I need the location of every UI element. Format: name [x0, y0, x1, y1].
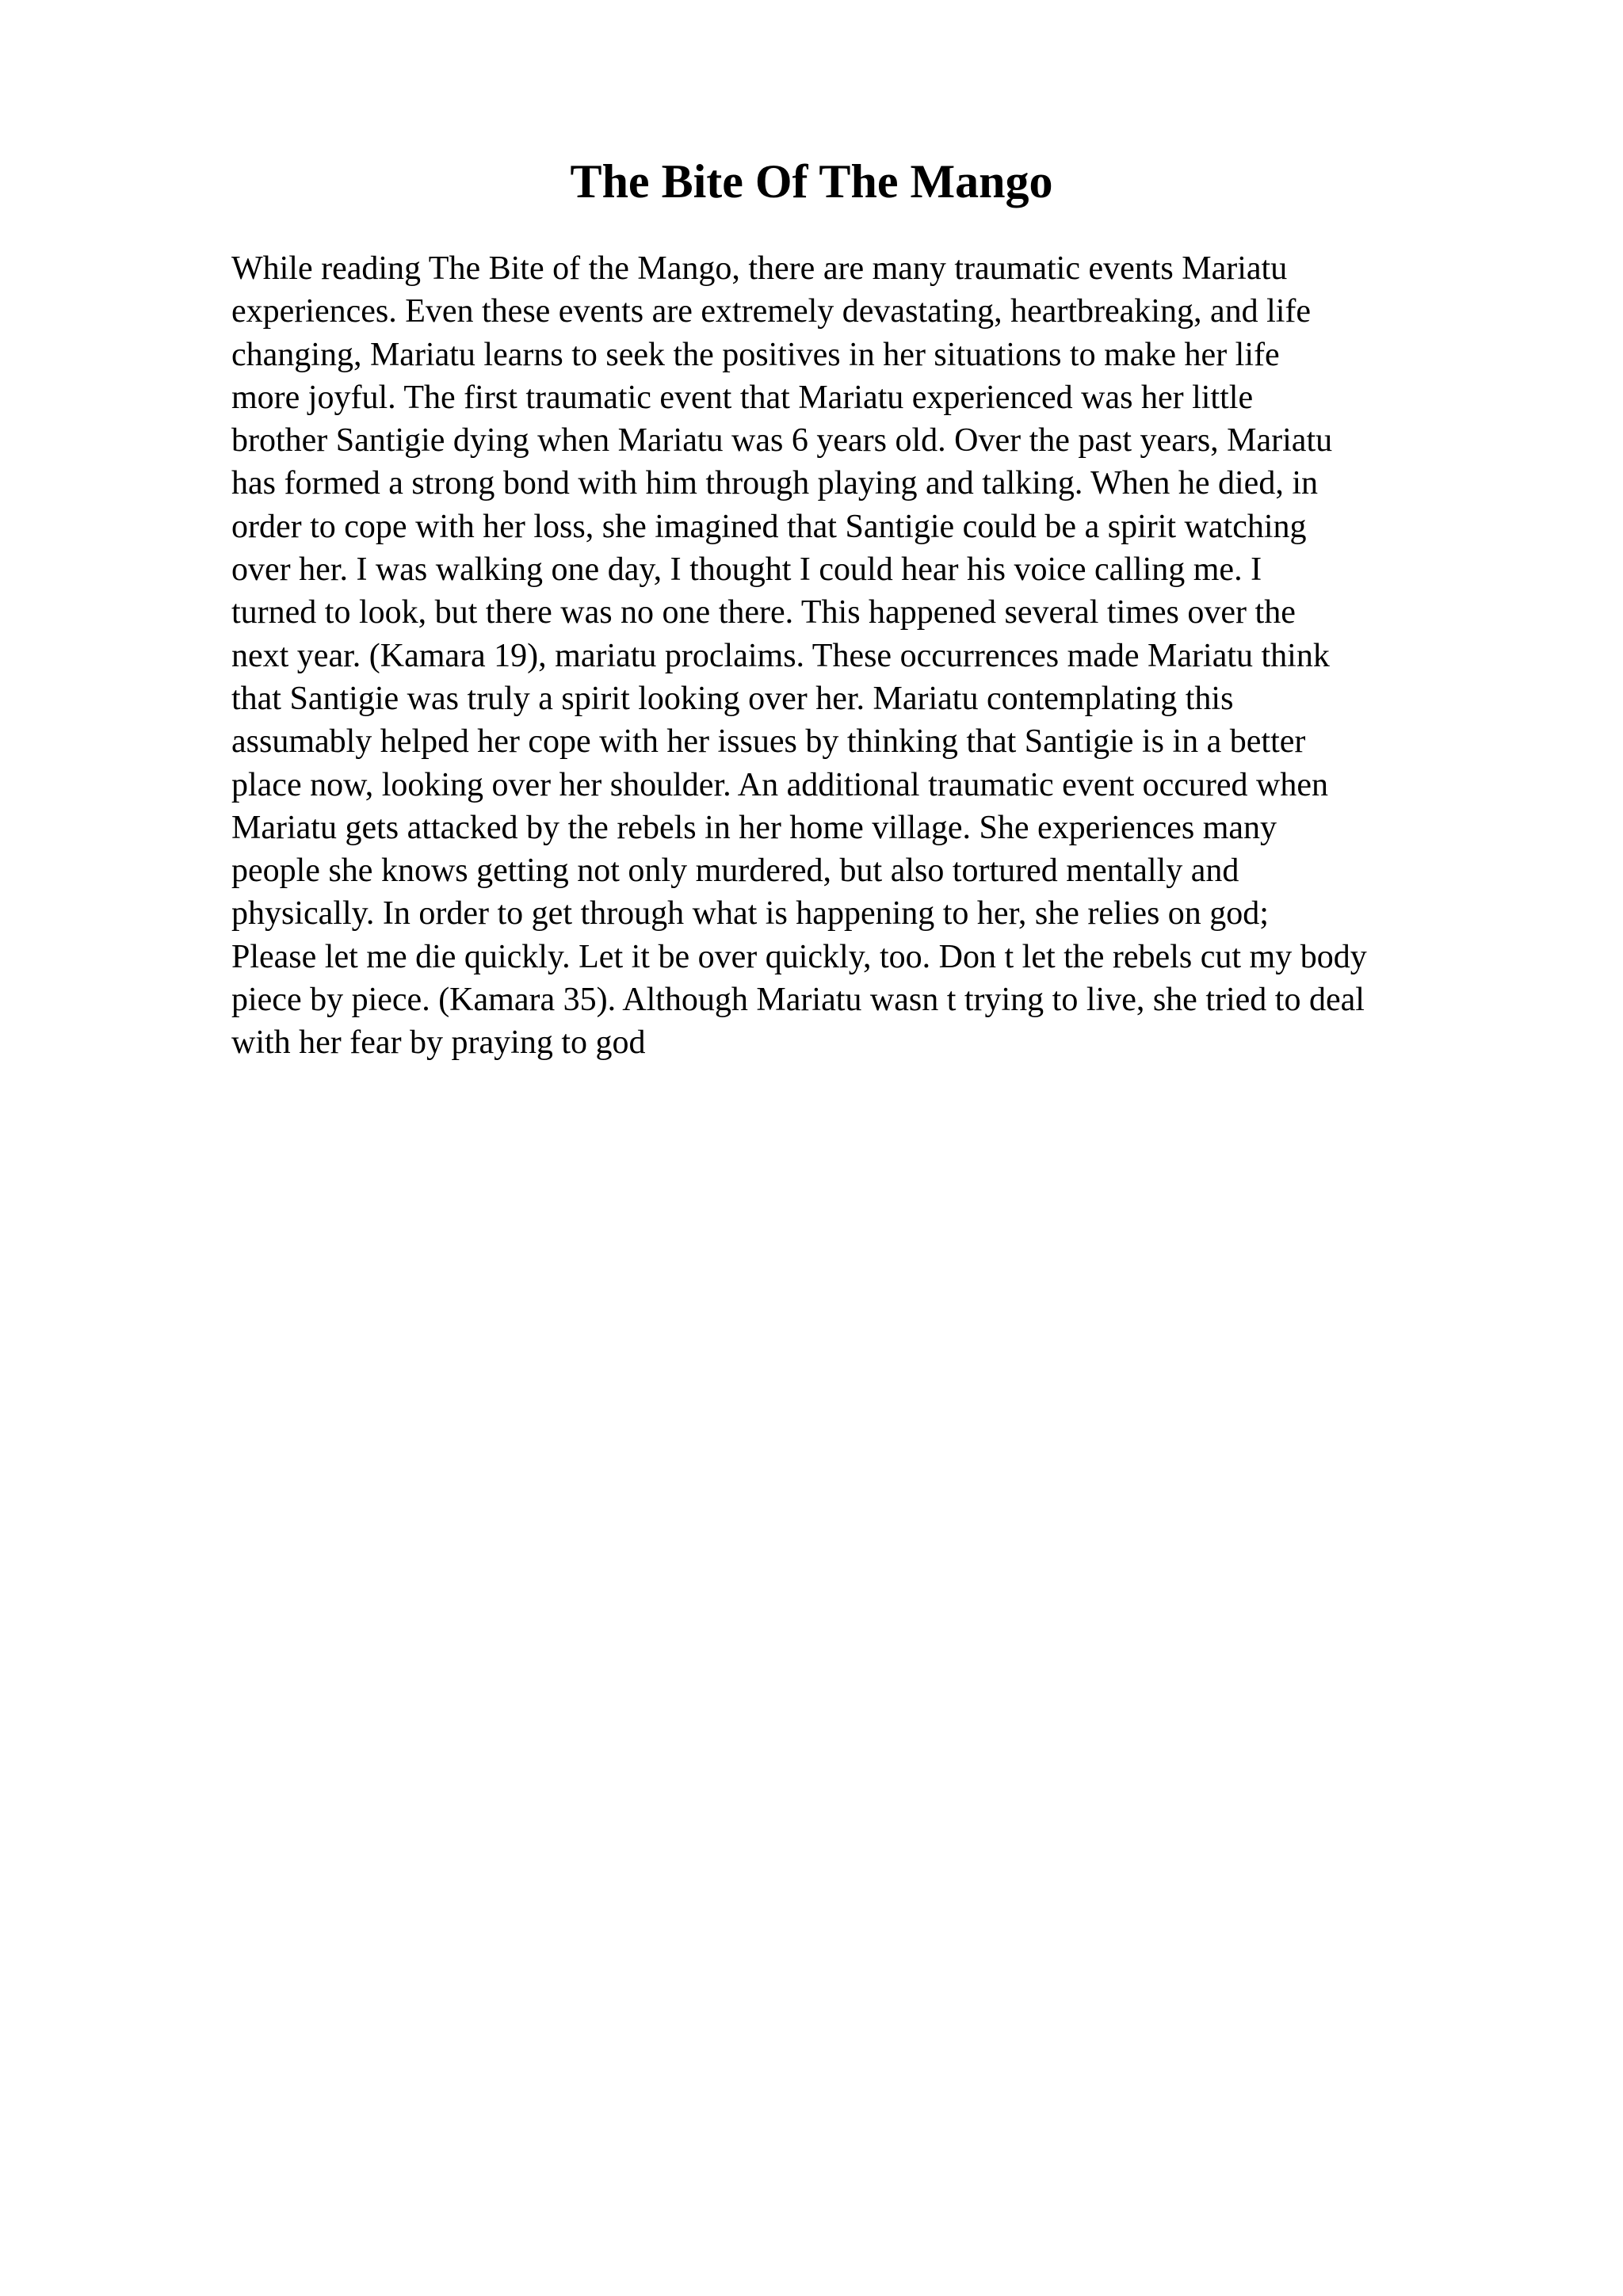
- body-line: that Santigie was truly a spirit looking over her. Mariatu contemplating this: [231, 680, 1234, 717]
- body-line: Mariatu gets attacked by the rebels in her home village. She experiences many: [231, 809, 1277, 846]
- body-line: people she knows getting not only murdered, but also tortured mentally and: [231, 852, 1239, 890]
- body-line: While reading The Bite of the Mango, there are many traumatic events Mariatu: [231, 250, 1288, 287]
- body-line: more joyful. The first traumatic event that Mariatu experienced was her little: [231, 379, 1254, 416]
- body-line: with her fear by praying to god: [231, 1024, 646, 1062]
- document-body: [231, 247, 1515, 1065]
- body-line: physically. In order to get through what is happening to her, she relies on god;: [231, 895, 1269, 933]
- body-line: experiences. Even these events are extremely devastating, heartbreaking, and life: [231, 293, 1312, 330]
- body-line: brother Santigie dying when Mariatu was 6 years old. Over the past years, Mariatu: [231, 422, 1333, 460]
- body-line: has formed a strong bond with him through playing and talking. When he died, in: [231, 465, 1318, 502]
- document-title: The Bite Of The Mango: [570, 155, 1053, 208]
- body-line: assumably helped her cope with her issues by thinking that Santigie is in a better: [231, 723, 1306, 761]
- body-line: place now, looking over her shoulder. An additional traumatic event occured when: [231, 766, 1329, 803]
- body-line: piece by piece. (Kamara 35). Although Mariatu wasn t trying to live, she tried to deal: [231, 982, 1365, 1019]
- body-line: changing, Mariatu learns to seek the positives in her situations to make her life: [231, 336, 1280, 373]
- body-line: order to cope with her loss, she imagined that Santigie could be a spirit watching: [231, 508, 1307, 545]
- body-line: over her. I was walking one day, I thought I could hear his voice calling me. I: [231, 551, 1262, 589]
- body-line: Please let me die quickly. Let it be over quickly, too. Don t let the rebels cut my body: [231, 938, 1367, 975]
- body-line: turned to look, but there was no one there. This happened several times over the: [231, 594, 1296, 631]
- body-line: next year. (Kamara 19), mariatu proclaims. These occurrences made Mariatu think: [231, 637, 1330, 674]
